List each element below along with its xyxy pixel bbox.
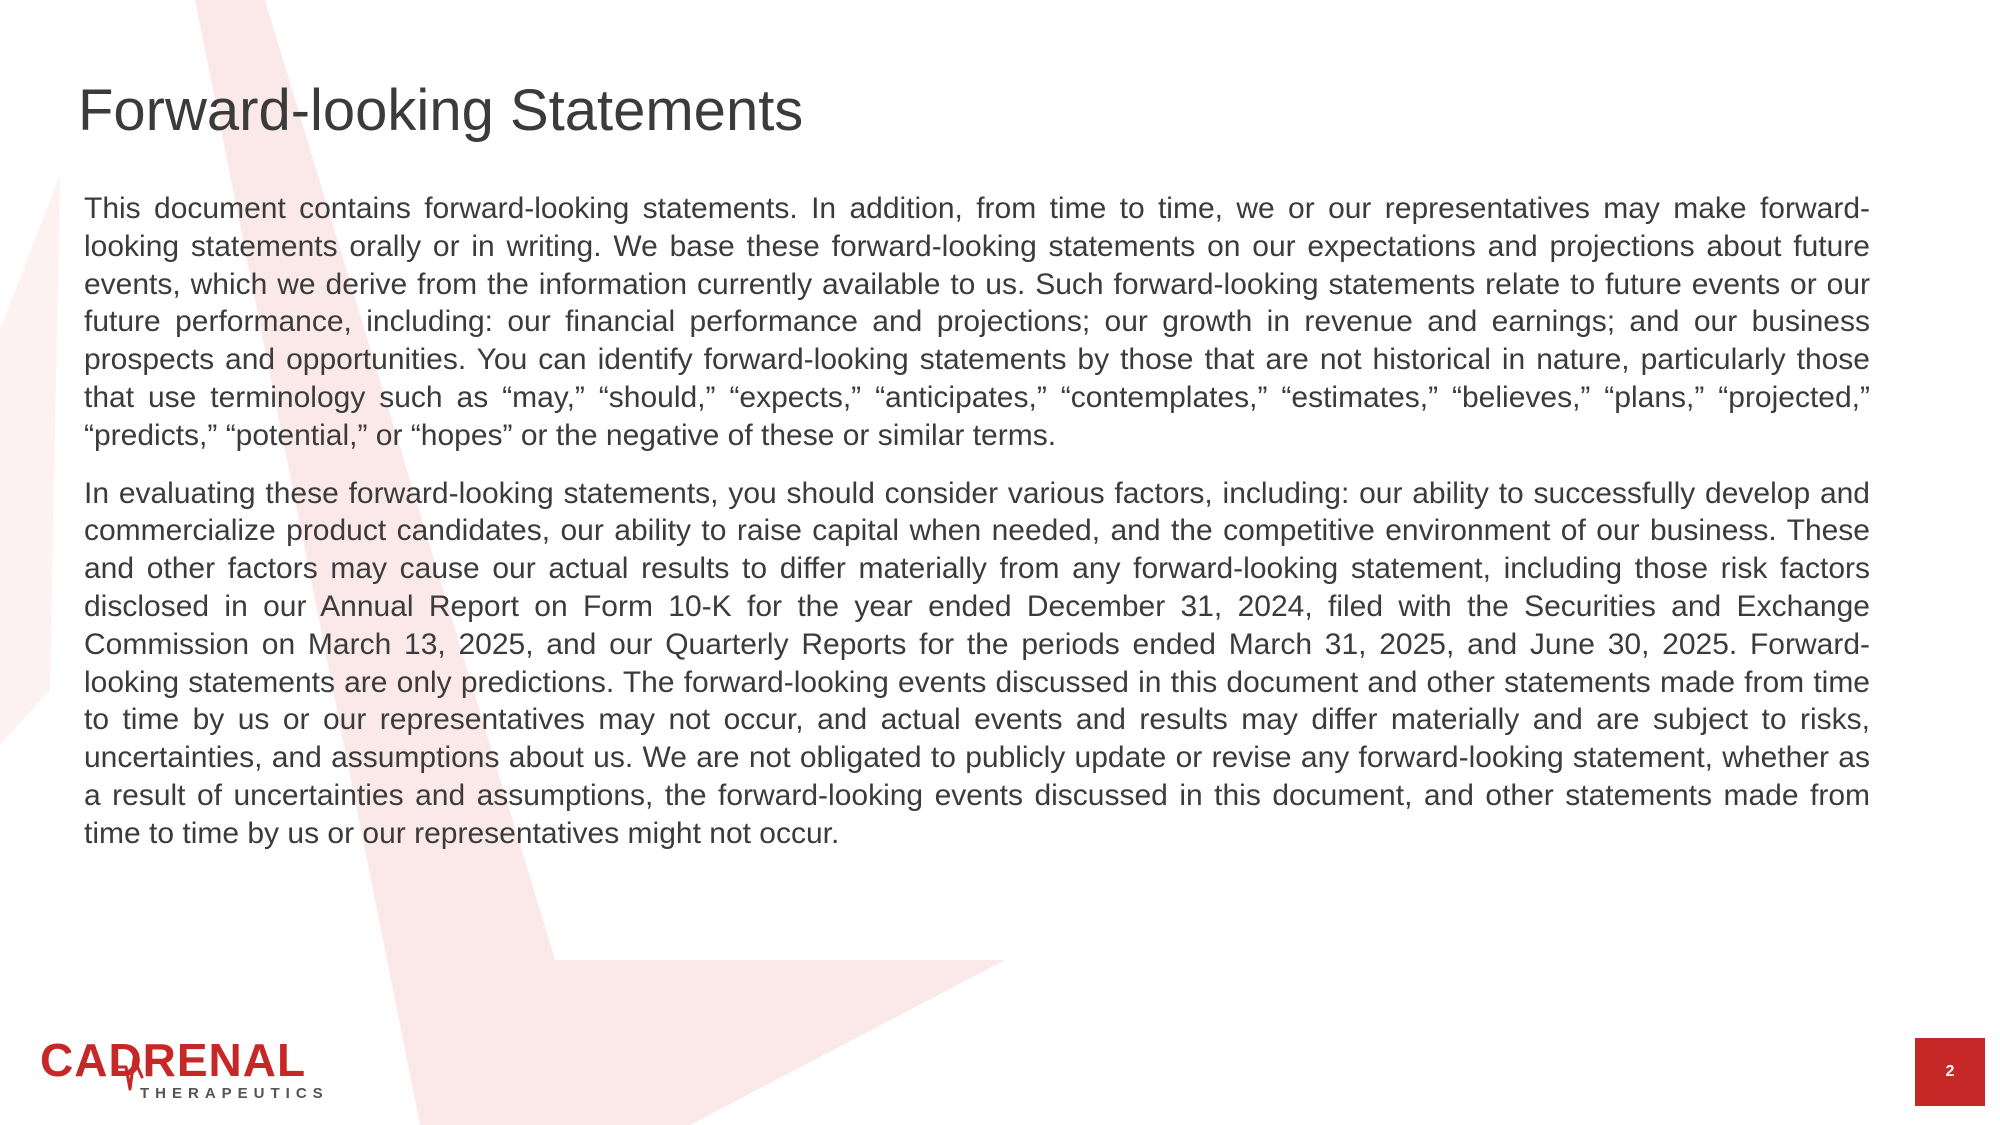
paragraph-1: This document contains forward-looking statements. In addition, from time to time, we or our representatives may make forward-looking statements orally or in writing. We base these forward-looking statements on our expectations and projections about future events, which we derive from the information currently available to us. Such forward-looking statements relate to future events or our future performance, including: our financial performance and projections; our growth in revenue and earnings; and our business prospects and opportunities. You can identify forward-looking statements by those that are not historical in nature, particularly those that use terminology such as “may,” “should,” “expects,” “anticipates,” “contemplates,” “estimates,” “believes,” “plans,” “projected,” “predicts,” “potential,” or “hopes” or the negative of these or similar terms.: [84, 192, 1870, 452]
company-logo: [40, 1034, 329, 1105]
logo-wordmark: CADRENAL: [40, 1034, 307, 1086]
page-number: 2: [1915, 1038, 1985, 1106]
ecg-pulse-icon: [116, 1053, 144, 1093]
paragraph-2: In evaluating these forward-looking statements, you should consider various factors, including: our ability to successfully develop and commercialize product candidates, our ability to raise capital when needed, and the competitive environment of our business. These and other factors may cause our actual results to differ materially from any forward-looking statement, including those risk factors disclosed in our Annual Report on Form 10-K for the year ended December 31, 2024, filed with the Securities and Exchange Commission on March 13, 2025, and our Quarterly Reports for the periods ended March 31, 2025, and June 30, 2025. Forward-looking statements are only predictions. The forward-looking events discussed in this document and other statements made from time to time by us or our representatives may not occur, and actual events and results may differ materially and are subject to risks, uncertainties, and assumptions about us. We are not obligated to publicly update or revise any forward-looking statement, whether as a result of uncertainties and assumptions, the forward-looking events discussed in this document, and other statements made from time to time by us or our representatives might not occur.: [84, 476, 1870, 850]
body-text: [84, 190, 1870, 873]
page-title: Forward-looking Statements: [78, 78, 804, 143]
logo-subtitle: THERAPEUTICS: [140, 1085, 329, 1102]
